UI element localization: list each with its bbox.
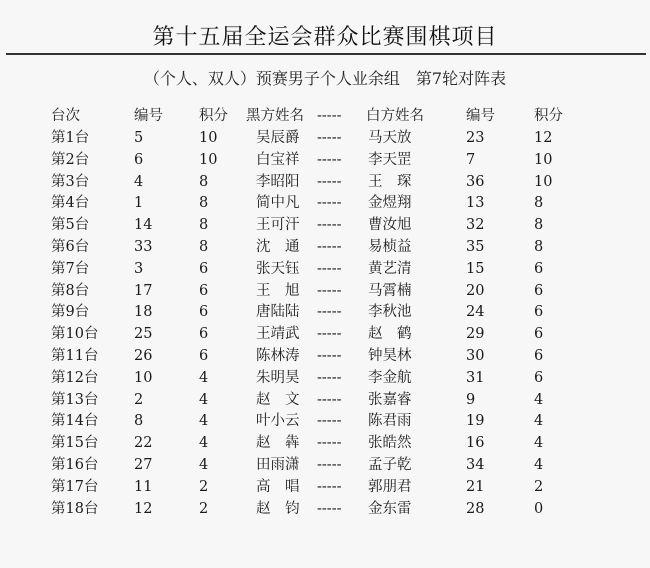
black-name-cell: 田雨潇	[256, 457, 300, 473]
board-cell: 第9台	[51, 304, 90, 321]
white-no-cell: 19	[466, 413, 485, 430]
white-pts-cell: 6	[534, 369, 544, 386]
dash-cell: -----	[317, 500, 342, 517]
dash-cell: -----	[317, 326, 342, 343]
board-cell: 第8台	[51, 282, 90, 299]
header-black-no: 编号	[134, 108, 163, 124]
board-cell: 第10台	[51, 326, 99, 343]
black-pts-cell: 10	[199, 151, 218, 168]
board-cell: 第13台	[51, 391, 99, 408]
white-name-cell: 钟昊林	[368, 348, 412, 364]
black-no-cell: 17	[134, 282, 153, 299]
board-cell: 第5台	[51, 217, 90, 234]
white-no-cell: 24	[466, 304, 485, 321]
black-name-cell: 白宝祥	[256, 151, 300, 168]
page-subtitle: （个人、双人）预赛男子个人业余组 第7轮对阵表	[143, 69, 507, 88]
white-name-cell: 易桢益	[368, 239, 412, 255]
white-no-cell: 20	[466, 282, 485, 299]
black-pts-cell: 4	[199, 457, 209, 473]
white-no-cell: 28	[466, 500, 485, 517]
white-no-cell: 21	[466, 478, 485, 495]
table-row	[0, 477, 650, 497]
black-pts-cell: 8	[199, 239, 209, 255]
white-no-cell: 30	[466, 348, 485, 364]
white-name-cell: 曹汝旭	[368, 217, 412, 234]
black-pts-cell: 4	[199, 413, 209, 430]
board-cell: 第11台	[51, 348, 99, 364]
board-cell: 第16台	[51, 457, 99, 473]
board-cell: 第14台	[51, 413, 99, 430]
black-no-cell: 10	[134, 369, 153, 386]
table-row	[0, 368, 650, 388]
white-name-cell: 赵 鹤	[368, 326, 412, 343]
white-name-cell: 金东雷	[368, 500, 412, 517]
white-pts-cell: 4	[534, 391, 544, 408]
white-pts-cell: 6	[534, 282, 544, 299]
black-no-cell: 33	[134, 239, 153, 255]
dash-cell: -----	[317, 413, 342, 430]
white-pts-cell: 6	[534, 326, 544, 343]
table-row	[0, 128, 650, 148]
table-row	[0, 172, 650, 192]
table-row	[0, 150, 650, 170]
white-name-cell: 王 琛	[368, 173, 412, 190]
white-no-cell: 23	[466, 130, 485, 146]
white-pts-cell: 2	[534, 478, 544, 495]
black-name-cell: 李昭阳	[256, 173, 300, 190]
black-pts-cell: 6	[199, 326, 209, 343]
white-name-cell: 孟子乾	[368, 457, 412, 473]
white-pts-cell: 10	[534, 151, 553, 168]
black-pts-cell: 6	[199, 304, 209, 321]
black-no-cell: 6	[134, 151, 144, 168]
black-no-cell: 22	[134, 435, 153, 452]
white-pts-cell: 12	[534, 130, 553, 146]
black-no-cell: 8	[134, 413, 144, 430]
header-dash: -----	[317, 108, 342, 124]
dash-cell: -----	[317, 369, 342, 386]
table-row	[0, 411, 650, 431]
white-pts-cell: 10	[534, 173, 553, 190]
white-pts-cell: 6	[534, 348, 544, 364]
board-cell: 第2台	[51, 151, 90, 168]
white-pts-cell: 4	[534, 457, 544, 473]
board-cell: 第4台	[51, 195, 90, 212]
black-name-cell: 赵 犇	[256, 435, 300, 452]
black-pts-cell: 10	[199, 130, 218, 146]
white-pts-cell: 6	[534, 304, 544, 321]
white-name-cell: 张皓然	[368, 435, 412, 452]
white-name-cell: 张嘉睿	[368, 391, 412, 408]
board-cell: 第7台	[51, 260, 90, 277]
white-name-cell: 李金航	[368, 369, 412, 386]
header-white-pts: 积分	[534, 108, 563, 124]
header-board: 台次	[51, 108, 80, 124]
table-row	[0, 281, 650, 301]
white-pts-cell: 8	[534, 195, 544, 212]
black-pts-cell: 4	[199, 391, 209, 408]
table-row	[0, 302, 650, 322]
white-name-cell: 李天罡	[368, 151, 412, 168]
white-pts-cell: 8	[534, 217, 544, 234]
dash-cell: -----	[317, 478, 342, 495]
dash-cell: -----	[317, 239, 342, 255]
white-no-cell: 15	[466, 260, 485, 277]
black-no-cell: 5	[134, 130, 144, 146]
table-row	[0, 455, 650, 475]
dash-cell: -----	[317, 457, 342, 473]
table-row	[0, 499, 650, 519]
white-name-cell: 黄艺清	[368, 260, 412, 277]
page-title: 第十五届全运会群众比赛围棋项目	[152, 25, 498, 50]
table-row	[0, 346, 650, 366]
white-name-cell: 金煜翔	[368, 195, 412, 212]
white-no-cell: 36	[466, 173, 485, 190]
black-no-cell: 1	[134, 195, 144, 212]
dash-cell: -----	[317, 304, 342, 321]
black-name-cell: 简中凡	[256, 195, 300, 212]
dash-cell: -----	[317, 282, 342, 299]
black-pts-cell: 6	[199, 260, 209, 277]
white-pts-cell: 0	[534, 500, 544, 517]
dash-cell: -----	[317, 348, 342, 364]
white-no-cell: 7	[466, 151, 476, 168]
black-no-cell: 25	[134, 326, 153, 343]
table-row	[0, 324, 650, 344]
board-cell: 第1台	[51, 130, 90, 146]
dash-cell: -----	[317, 435, 342, 452]
black-name-cell: 唐陆陆	[256, 304, 300, 321]
black-no-cell: 14	[134, 217, 153, 234]
white-pts-cell: 6	[534, 260, 544, 277]
white-no-cell: 13	[466, 195, 485, 212]
black-pts-cell: 8	[199, 173, 209, 190]
white-name-cell: 郭朋君	[368, 478, 412, 495]
dash-cell: -----	[317, 391, 342, 408]
board-cell: 第3台	[51, 173, 90, 190]
white-name-cell: 马霄楠	[368, 282, 412, 299]
black-name-cell: 高 唱	[256, 478, 300, 495]
table-row	[0, 215, 650, 235]
black-name-cell: 沈 通	[256, 239, 300, 255]
black-no-cell: 4	[134, 173, 144, 190]
title-underline	[6, 53, 646, 55]
white-no-cell: 34	[466, 457, 485, 473]
white-name-cell: 李秋池	[368, 304, 412, 321]
dash-cell: -----	[317, 151, 342, 168]
black-name-cell: 赵 钧	[256, 500, 300, 517]
white-pts-cell: 4	[534, 435, 544, 452]
white-name-cell: 陈君雨	[368, 413, 412, 430]
board-cell: 第12台	[51, 369, 99, 386]
black-pts-cell: 2	[199, 478, 209, 495]
table-row	[0, 237, 650, 257]
dash-cell: -----	[317, 260, 342, 277]
black-pts-cell: 4	[199, 369, 209, 386]
white-no-cell: 32	[466, 217, 485, 234]
black-name-cell: 吴辰爵	[256, 130, 300, 146]
black-pts-cell: 6	[199, 348, 209, 364]
table-row	[0, 433, 650, 453]
table-row	[0, 390, 650, 410]
board-cell: 第15台	[51, 435, 99, 452]
black-pts-cell: 6	[199, 282, 209, 299]
table-header	[0, 106, 650, 126]
dash-cell: -----	[317, 217, 342, 234]
header-black-pts: 积分	[199, 108, 228, 124]
black-pts-cell: 2	[199, 500, 209, 517]
black-name-cell: 王靖武	[256, 326, 300, 343]
white-no-cell: 16	[466, 435, 485, 452]
dash-cell: -----	[317, 173, 342, 190]
header-white-name: 白方姓名	[366, 108, 424, 124]
black-name-cell: 叶小云	[256, 413, 300, 430]
black-name-cell: 赵 文	[256, 391, 300, 408]
black-no-cell: 12	[134, 500, 153, 517]
board-cell: 第6台	[51, 239, 90, 255]
white-no-cell: 35	[466, 239, 485, 255]
black-no-cell: 3	[134, 260, 144, 277]
dash-cell: -----	[317, 130, 342, 146]
black-pts-cell: 4	[199, 435, 209, 452]
board-cell: 第17台	[51, 478, 99, 495]
black-name-cell: 王可汗	[256, 217, 300, 234]
header-white-no: 编号	[466, 108, 495, 124]
white-pts-cell: 8	[534, 239, 544, 255]
dash-cell: -----	[317, 195, 342, 212]
black-no-cell: 18	[134, 304, 153, 321]
black-pts-cell: 8	[199, 217, 209, 234]
white-pts-cell: 4	[534, 413, 544, 430]
header-black-name: 黑方姓名	[246, 108, 304, 124]
black-pts-cell: 8	[199, 195, 209, 212]
table-row	[0, 193, 650, 213]
table-row	[0, 259, 650, 279]
white-no-cell: 29	[466, 326, 485, 343]
black-name-cell: 陈林涛	[256, 348, 300, 364]
black-name-cell: 朱明昊	[256, 369, 300, 386]
black-no-cell: 11	[134, 478, 153, 495]
black-no-cell: 26	[134, 348, 153, 364]
black-name-cell: 张天钰	[256, 260, 300, 277]
black-no-cell: 2	[134, 391, 144, 408]
white-no-cell: 31	[466, 369, 485, 386]
white-no-cell: 9	[466, 391, 476, 408]
black-name-cell: 王 旭	[256, 282, 300, 299]
black-no-cell: 27	[134, 457, 153, 473]
white-name-cell: 马天放	[368, 130, 412, 146]
board-cell: 第18台	[51, 500, 99, 517]
